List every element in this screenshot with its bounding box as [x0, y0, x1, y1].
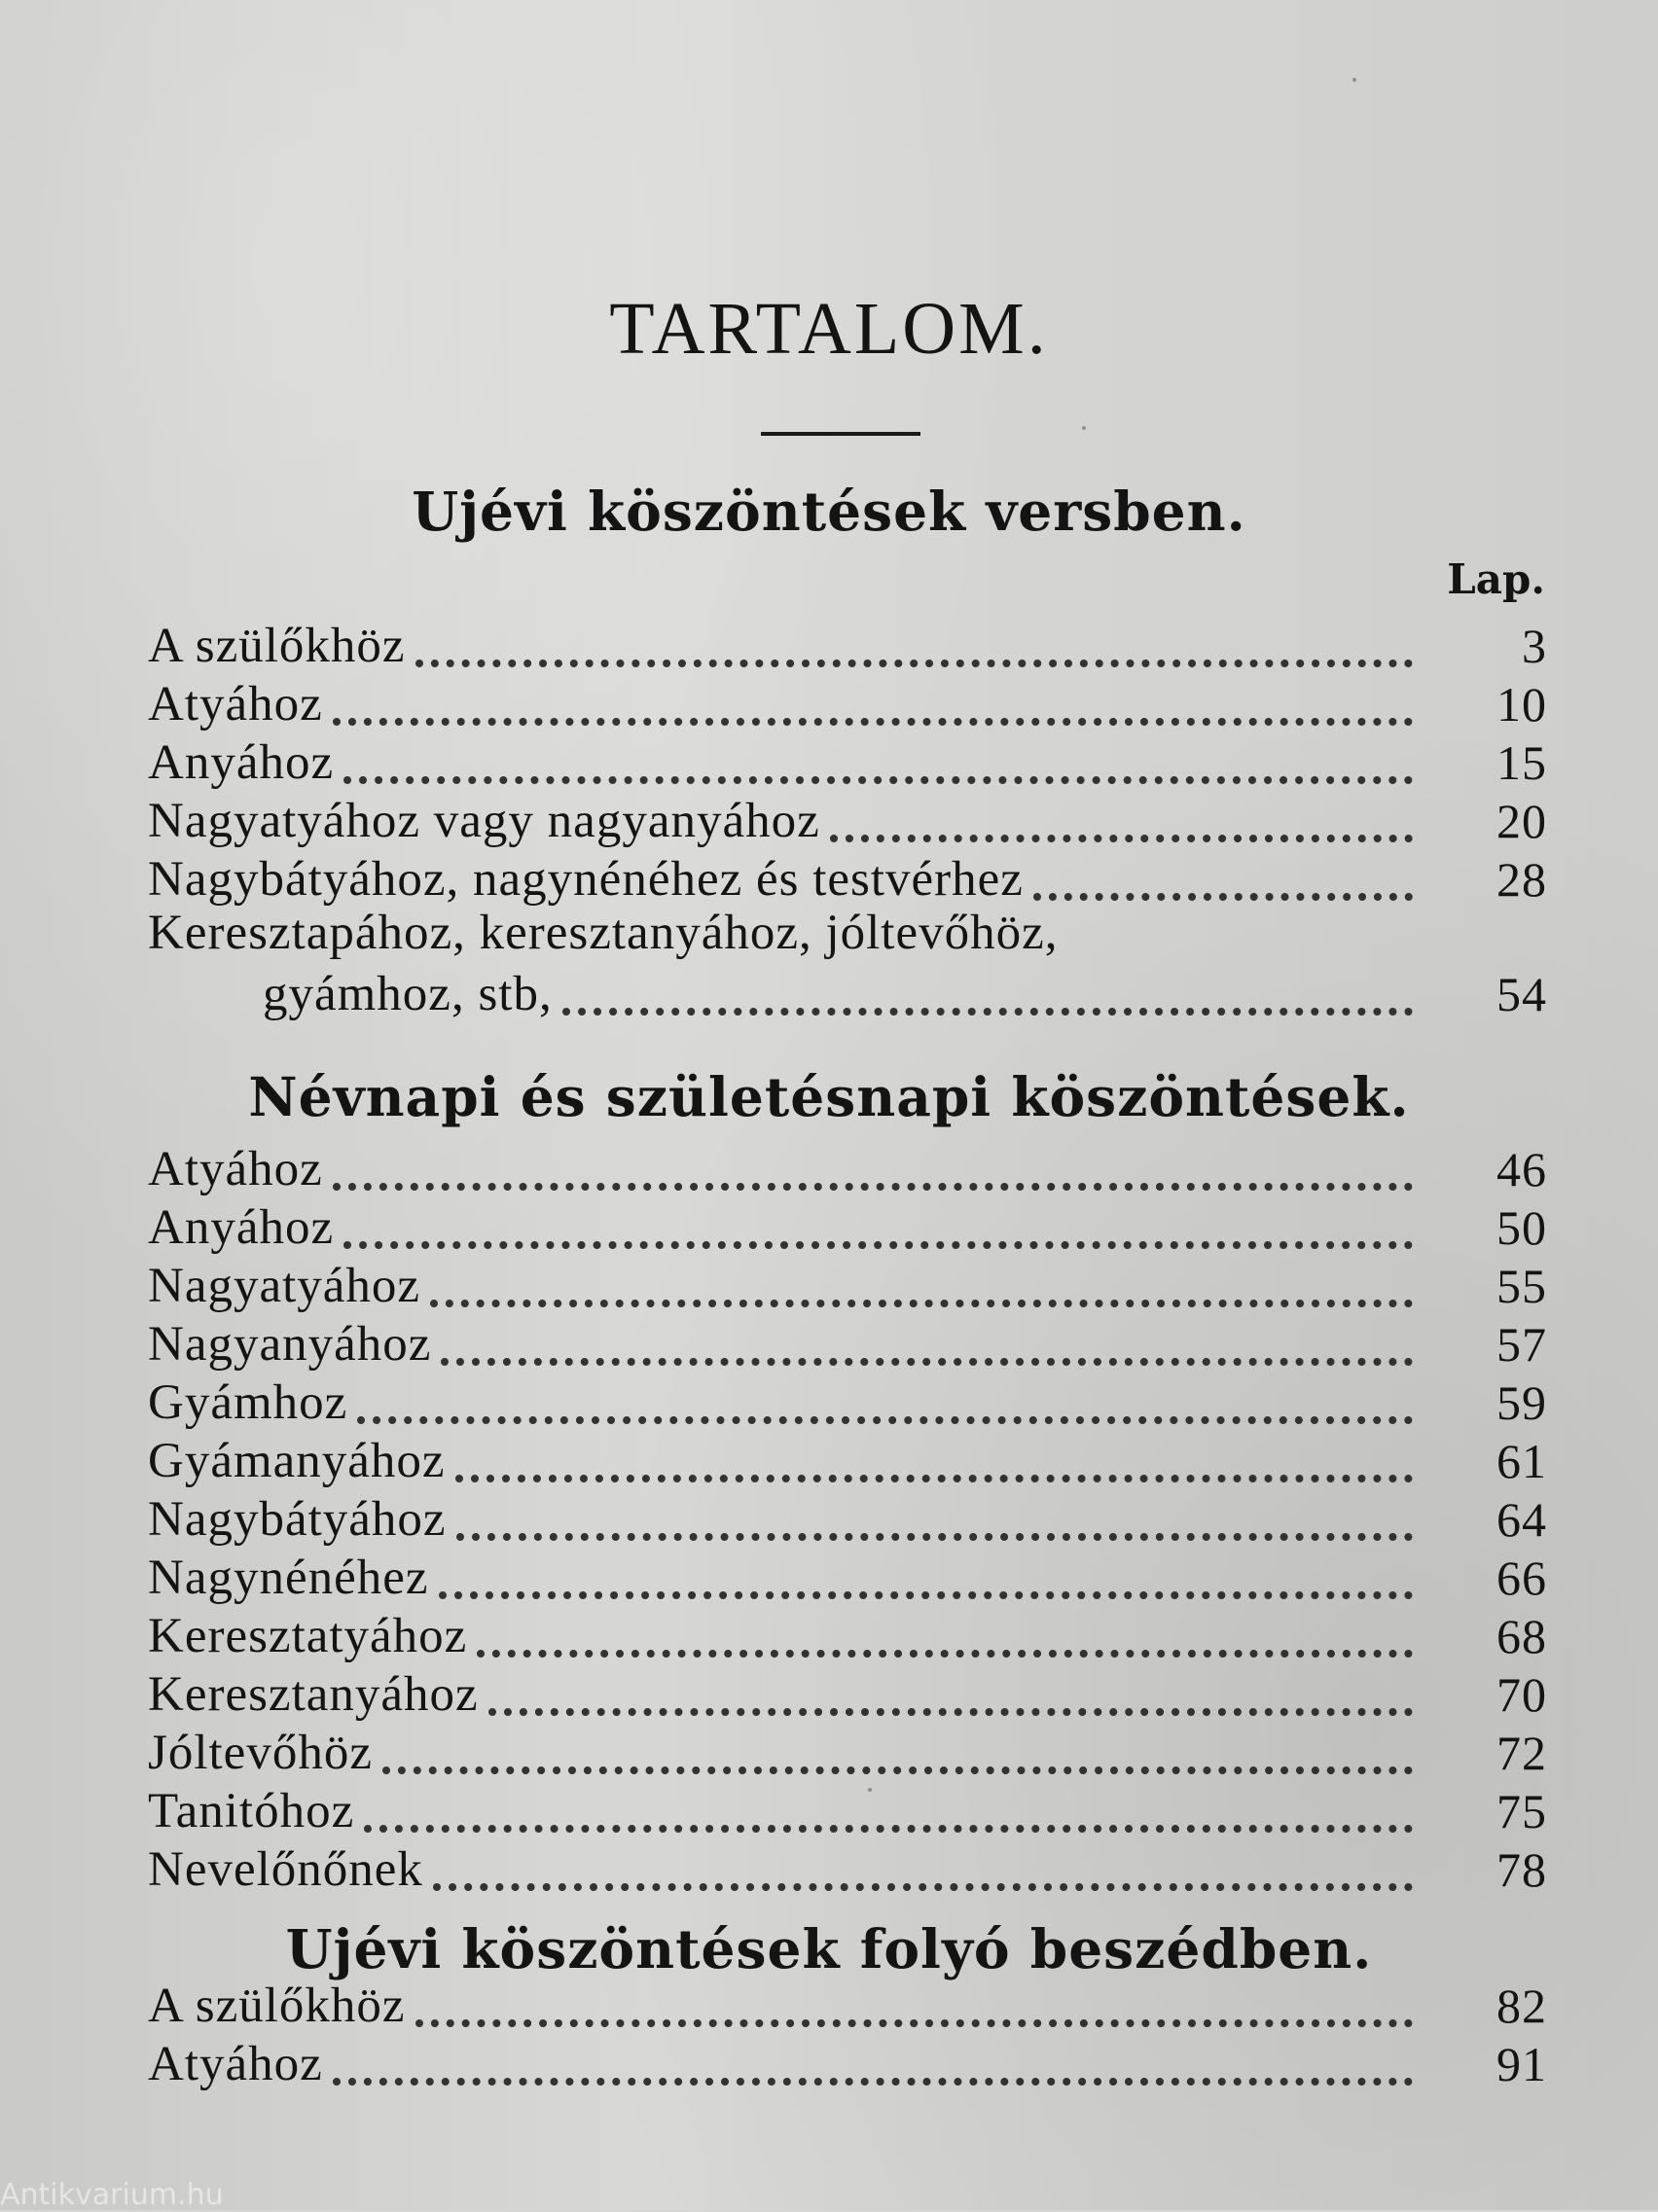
section-heading-uj-evi-versben: Ujévi köszöntések versben.	[412, 480, 1246, 543]
paper-speck	[1082, 426, 1086, 430]
dot-leader	[333, 1124, 1413, 1191]
toc-entry-page: 10	[1496, 677, 1547, 731]
dot-leader	[343, 718, 1413, 784]
toc-entry	[148, 1840, 1547, 1899]
dot-leader	[439, 1533, 1413, 1599]
toc-list-nevnapi	[148, 1140, 1547, 1899]
toc-entry-label: Nagybátyához, nagynénéhez és testvérhez	[148, 851, 1024, 907]
dot-leader	[562, 949, 1413, 1016]
toc-entry-label: Anyához	[148, 1199, 335, 1255]
toc-entry-label: Nagyatyához vagy nagyanyához	[148, 793, 820, 848]
toc-entry-page: 50	[1496, 1200, 1547, 1255]
dot-leader	[441, 1300, 1413, 1366]
dot-leader	[333, 660, 1413, 726]
toc-entry-page: 3	[1522, 619, 1547, 673]
dot-leader	[830, 776, 1413, 842]
watermark-text: Antikvarium.hu	[0, 2178, 224, 2212]
toc-entry-page: 20	[1496, 794, 1547, 848]
section-heading-nevnapi: Névnapi és születésnapi köszöntések.	[248, 1065, 1410, 1128]
dot-leader	[1033, 835, 1413, 901]
toc-entry-label: Nevelőnőnek	[148, 1841, 423, 1897]
toc-entry	[148, 850, 1547, 909]
section-heading-uj-evi-folyo-beszedben: Ujévi köszöntések folyó beszédben.	[285, 1917, 1373, 1980]
toc-entry-label: Tanitóhoz	[148, 1783, 355, 1838]
dot-leader	[433, 1825, 1413, 1891]
toc-entry-page: 28	[1496, 852, 1547, 907]
toc-entry-label: Anyához	[148, 734, 335, 790]
toc-entry	[148, 2035, 1547, 2093]
toc-entry-page: 82	[1496, 1979, 1547, 2033]
dot-leader	[455, 1416, 1413, 1482]
toc-list-uj-evi-versben	[148, 617, 1547, 1023]
dot-leader	[415, 601, 1413, 667]
toc-entry-label: Keresztanyához	[148, 1666, 479, 1722]
toc-entry-page: 78	[1496, 1842, 1547, 1897]
toc-entry-page: 55	[1496, 1259, 1547, 1313]
toc-entry-label: Nagyanyához	[148, 1316, 432, 1372]
toc-entry-label: Atyához	[148, 1141, 323, 1196]
toc-entry-page: 91	[1496, 2037, 1547, 2091]
toc-entry-page: 61	[1496, 1434, 1547, 1488]
page-title: TARTALOM.	[609, 288, 1049, 370]
title-rule	[761, 432, 920, 436]
dot-leader	[343, 1183, 1413, 1249]
dot-leader	[430, 1241, 1413, 1307]
toc-entry-page: 15	[1496, 735, 1547, 790]
toc-entry	[148, 906, 1547, 1023]
toc-entry-page: 46	[1496, 1142, 1547, 1196]
toc-entry-page: 57	[1496, 1317, 1547, 1372]
toc-entry-page: 66	[1496, 1551, 1547, 1605]
toc-entry-second-line	[263, 965, 1547, 1023]
toc-entry-page: 54	[1496, 967, 1547, 1021]
toc-entry-label: Nagyatyához	[148, 1258, 421, 1313]
dot-leader	[333, 2019, 1413, 2086]
toc-entry-label: Atyához	[148, 676, 323, 731]
toc-entry-label: Nagynénéhez	[148, 1550, 429, 1605]
toc-entry-label: Atyához	[148, 2036, 323, 2091]
dot-leader	[357, 1358, 1413, 1424]
toc-entry-label-line1: Keresztapához, keresztanyához, jóltevőhöz,	[148, 906, 1059, 960]
toc-entry-page: 64	[1496, 1492, 1547, 1547]
paper-speck	[1352, 78, 1356, 82]
dot-leader	[456, 1475, 1413, 1541]
toc-entry-label: A szülőkhöz	[148, 618, 406, 673]
toc-list-uj-evi-folyo-beszedben	[148, 1977, 1547, 2093]
toc-entry-label: A szülőkhöz	[148, 1978, 406, 2033]
toc-entry-label: Gyámhoz	[148, 1374, 348, 1430]
dot-leader	[488, 1650, 1413, 1716]
dot-leader	[382, 1708, 1413, 1774]
toc-entry-label-line2: gyámhoz, stb,	[263, 966, 553, 1021]
toc-entry-page: 70	[1496, 1667, 1547, 1722]
dot-leader	[477, 1591, 1413, 1658]
dot-leader	[415, 1961, 1413, 2027]
toc-entry-label: Jóltevőhöz	[148, 1725, 373, 1780]
toc-entry-label: Gyámanyához	[148, 1433, 446, 1488]
toc-entry-page: 68	[1496, 1609, 1547, 1663]
toc-entry-label: Keresztatyához	[148, 1608, 468, 1663]
toc-entry-label: Nagybátyához	[148, 1491, 447, 1547]
toc-entry-page: 72	[1496, 1726, 1547, 1780]
toc-entry-page: 59	[1496, 1375, 1547, 1430]
dot-leader	[364, 1766, 1413, 1833]
toc-entry-page: 75	[1496, 1784, 1547, 1838]
page-column-label: Lap.	[1447, 555, 1545, 603]
